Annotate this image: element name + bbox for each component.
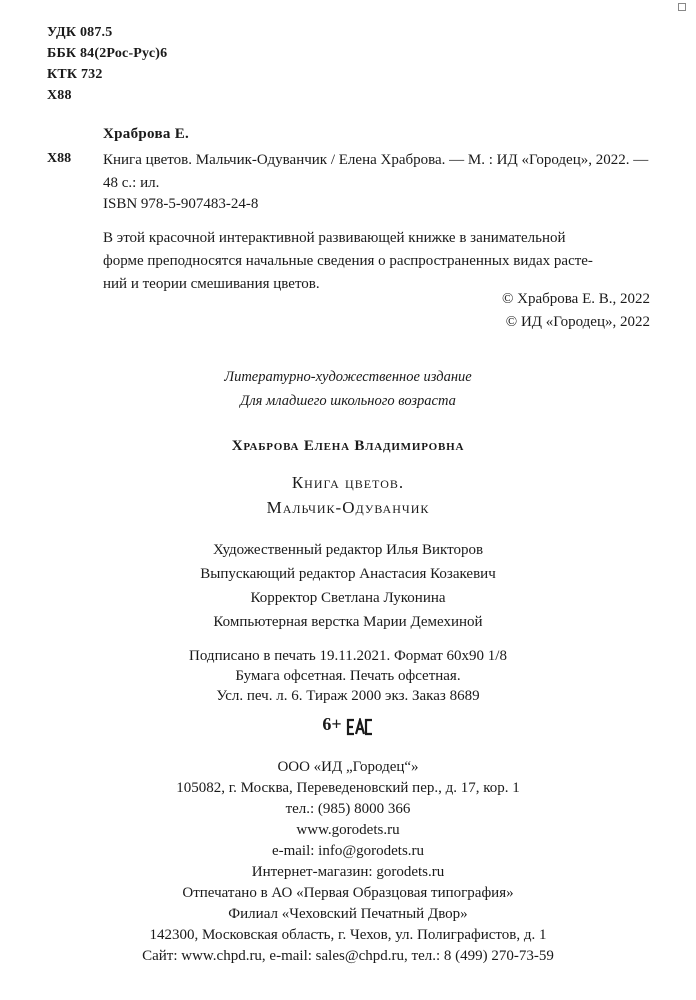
udk-code: УДК 087.5 [47,25,113,40]
author-heading: Храброва Е. [103,126,190,142]
age-rating-mark [0,714,696,735]
eac-icon [346,716,374,734]
annotation-line: В этой красочной интерактивной развивающей книжке в занимательной [103,230,566,246]
age-rating: 6+ [322,714,342,734]
credits [0,538,696,634]
publisher-shop[interactable]: Интернет-магазин: gorodets.ru [251,864,445,880]
edition-genre: Литературно-художественное издание [224,369,472,385]
credit-art-editor: Художественный редактор Илья Викторов [212,542,484,558]
credit-proofreader: Корректор Светлана Луконина [250,590,446,606]
isbn: ISBN 978-5-907483-24-8 [103,196,259,212]
book-title [0,470,696,520]
bbk-code: ББК 84(2Рос-Рус)6 [47,46,168,61]
copyright-publisher: © ИД «Городец», 2022 [505,314,650,330]
print-paper: Бумага офсетная. Печать офсетная. [235,668,461,684]
copyright-block [502,288,650,334]
print-signed: Подписано в печать 19.11.2021. Формат 60х90 1/8 [189,648,507,664]
publisher-address: 105082, г. Москва, Переведеновский пер., д. 17, кор. 1 [176,780,520,796]
book-title-line: Мальчик-Одуванчик [266,498,430,517]
credit-layout: Компьютерная верстка Марии Демехиной [213,614,483,630]
print-run: Усл. печ. л. 6. Тираж 2000 экз. Заказ 8689 [216,688,480,704]
publisher-name: ООО «ИД „Городец“» [277,759,419,775]
printer-branch: Филиал «Чеховский Печатный Двор» [228,906,468,922]
publisher-phone: тел.: (985) 8000 366 [285,801,411,817]
publisher-email[interactable]: e-mail: info@gorodets.ru [271,843,425,859]
annotation-line: ний и теории смешивания цветов. [103,276,320,292]
book-title-line: Книга цветов. [291,473,405,492]
printer-contacts[interactable]: Сайт: www.chpd.ru, e-mail: sales@chpd.ru, тел.: 8 (499) 270-73-59 [142,948,554,964]
eac-label [346,716,347,717]
classification-codes [47,22,167,106]
printer-address: 142300, Московская область, г. Чехов, ул. Полиграфистов, д. 1 [149,927,547,943]
ktk-code: КТК 732 [47,67,103,82]
author-full-name: Храброва Елена Владимировна [231,438,465,454]
printer-line: Отпечатано в АО «Первая Образцовая типография» [182,885,514,901]
printer-info [0,883,696,967]
copyright-author: © Храброва Е. В., 2022 [502,291,650,307]
side-author-code: Х88 [47,151,72,166]
scan-corner-mark [678,3,686,11]
credit-managing-editor: Выпускающий редактор Анастасия Козакевич [200,566,496,582]
publisher-site[interactable]: www.gorodets.ru [296,822,400,838]
edition-audience: Для младшего школьного возраста [240,393,456,409]
annotation-line: форме преподносятся начальные сведения о распространенных видах расте- [103,253,593,269]
publisher-info [0,757,696,883]
print-info [0,646,696,706]
bibliographic-record: Книга цветов. Мальчик-Одуванчик / Елена Храброва. — М. : ИД «Городец», 2022. — 48 с.: ил. [103,152,649,191]
annotation [103,227,658,296]
author-code: Х88 [47,88,72,103]
